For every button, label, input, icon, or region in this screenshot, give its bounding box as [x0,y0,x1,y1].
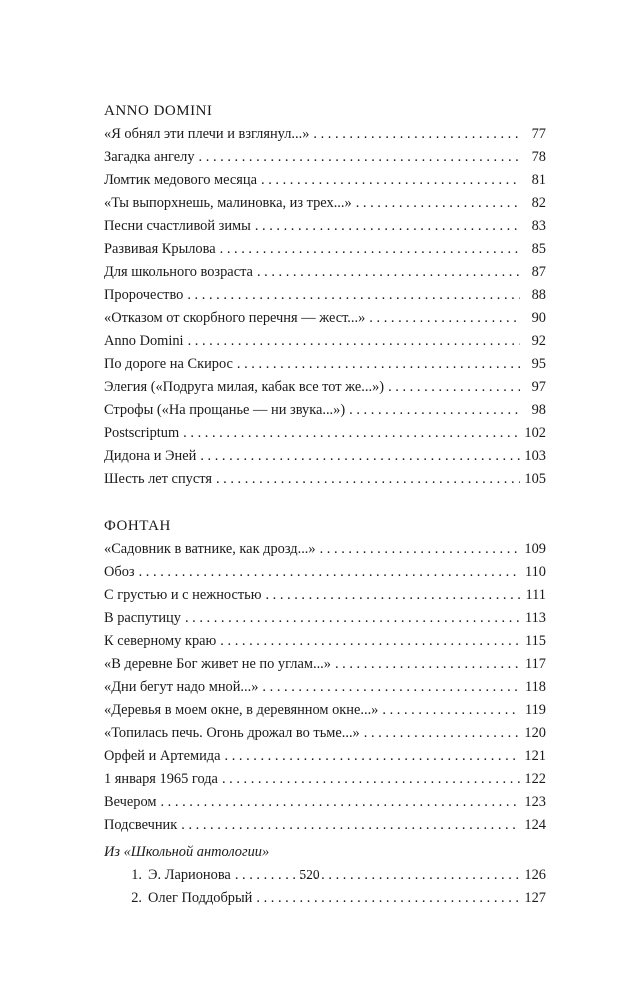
entry-page: 113 [524,610,546,626]
entry-title: С грустью и с нежностью [104,587,262,603]
leader-dots [356,192,520,215]
toc-entry [104,653,546,676]
leader-dots [220,630,520,653]
toc-entry [104,192,546,215]
toc-entry [104,307,546,330]
entry-title: «В деревне Бог живет не по углам...» [104,656,331,672]
toc-subentry [104,887,546,910]
toc-entry [104,791,546,814]
entry-number: 2. [131,890,142,906]
leader-dots [237,353,520,376]
leader-dots [261,169,520,192]
toc-entry [104,123,546,146]
toc-entry [104,607,546,630]
entry-title: «Отказом от скорбного перечня — жест...» [104,310,366,326]
entry-title: Обоз [104,564,135,580]
toc-entry [104,261,546,284]
entry-title: Загадка ангелу [104,149,195,165]
leader-dots [255,215,520,238]
entry-title: 1 января 1965 года [104,771,218,787]
entry-title: Дидона и Эней [104,448,197,464]
entry-title: «Садовник в ватнике, как дрозд...» [104,541,316,557]
entry-page: 97 [531,379,546,395]
toc-entry [104,468,546,491]
entry-title: Орфей и Артемида [104,748,221,764]
toc-entry [104,169,546,192]
leader-dots [200,445,520,468]
toc-entry [104,146,546,169]
leader-dots [364,722,520,745]
leader-dots [183,422,520,445]
entry-title: Для школьного возраста [104,264,253,280]
section-title-fontan: ФОНТАН [104,518,171,534]
entry-page: 85 [531,241,546,257]
entry-page: 117 [524,656,546,672]
entry-page: 123 [524,794,546,810]
section-spacer [104,491,546,515]
toc-entry [104,630,546,653]
entry-title: Anno Domini [104,333,184,349]
entry-title: Вечером [104,794,157,810]
toc-entry [104,215,546,238]
entry-title: «Дни бегут надо мной...» [104,679,259,695]
leader-dots [160,791,520,814]
leader-dots [222,768,520,791]
table-of-contents [104,100,546,910]
leader-dots [388,376,520,399]
leader-dots [185,607,520,630]
section-entries-anno-domini [104,123,546,491]
entry-title: Шесть лет спустя [104,471,212,487]
entry-number: 1. [131,867,142,883]
entry-title: Развивая Крылова [104,241,216,257]
entry-title: К северному краю [104,633,217,649]
entry-page: 115 [524,633,546,649]
entry-title: Подсвечник [104,817,178,833]
leader-dots [187,284,520,307]
entry-title: Олег Поддобрый [148,890,253,906]
entry-page: 92 [531,333,546,349]
entry-title: «Топилась печь. Огонь дрожал во тьме...» [104,725,360,741]
toc-entry [104,745,546,768]
entry-page: 127 [524,890,546,906]
toc-entry [104,814,546,837]
leader-dots [181,814,520,837]
section-entries-fontan [104,538,546,837]
entry-page: 95 [531,356,546,372]
leader-dots [139,561,520,584]
entry-title: Э. Ларионова [148,867,231,883]
section-title-anno-domini: ANNO DOMINI [104,103,213,119]
entry-page: 82 [531,195,546,211]
toc-entry [104,676,546,699]
entry-title: «Ты выпорхнешь, малиновка, из трех...» [104,195,352,211]
toc-entry [104,330,546,353]
entry-page: 98 [531,402,546,418]
entry-page: 88 [531,287,546,303]
entry-page: 103 [524,448,546,464]
toc-entry [104,353,546,376]
entry-title: Строфы («На прощанье — ни звука...») [104,402,346,418]
leader-dots [256,887,520,910]
entry-page: 105 [524,471,546,487]
leader-dots [313,123,520,146]
entry-page: 87 [531,264,546,280]
entry-title: Пророчество [104,287,184,303]
subsection-heading: Из «Школьной антологии» [104,844,270,860]
entry-title: По дороге на Скирос [104,356,233,372]
leader-dots [216,468,520,491]
leader-dots [349,399,520,422]
leader-dots [220,238,520,261]
leader-dots [262,676,520,699]
toc-entry [104,584,546,607]
entry-page: 102 [524,425,546,441]
entry-page: 90 [531,310,546,326]
entry-page: 120 [524,725,546,741]
leader-dots [225,745,521,768]
leader-dots [188,330,520,353]
entry-page: 110 [524,564,546,580]
entry-page: 83 [531,218,546,234]
entry-page: 126 [524,867,546,883]
leader-dots [382,699,520,722]
toc-entry [104,422,546,445]
entry-page: 78 [531,149,546,165]
entry-page: 121 [524,748,546,764]
entry-title: Песни счастливой зимы [104,218,251,234]
toc-entry [104,722,546,745]
entry-title: «Я обнял эти плечи и взглянул...» [104,126,310,142]
entry-page: 109 [524,541,546,557]
toc-entry [104,538,546,561]
leader-dots [369,307,520,330]
entry-page: 124 [524,817,546,833]
entry-title: Postscriptum [104,425,180,441]
toc-entry [104,561,546,584]
toc-entry [104,768,546,791]
entry-page: 122 [524,771,546,787]
toc-entry [104,376,546,399]
toc-entry [104,699,546,722]
toc-entry [104,399,546,422]
entry-title: Элегия («Подруга милая, кабак все тот же...») [104,379,385,395]
entry-page: 111 [525,587,546,603]
toc-entry [104,238,546,261]
leader-dots [199,146,520,169]
entry-title: В распутицу [104,610,181,626]
entry-page: 77 [531,126,546,142]
entry-page: 118 [524,679,546,695]
entry-page: 119 [524,702,546,718]
page-number: 520 [299,867,320,882]
leader-dots [265,584,520,607]
toc-entry [104,445,546,468]
entry-page: 81 [531,172,546,188]
leader-dots [320,538,520,561]
entry-title: Ломтик медового месяца [104,172,258,188]
entry-title: «Деревья в моем окне, в деревянном окне...» [104,702,379,718]
leader-dots [257,261,520,284]
toc-entry [104,284,546,307]
leader-dots [335,653,520,676]
